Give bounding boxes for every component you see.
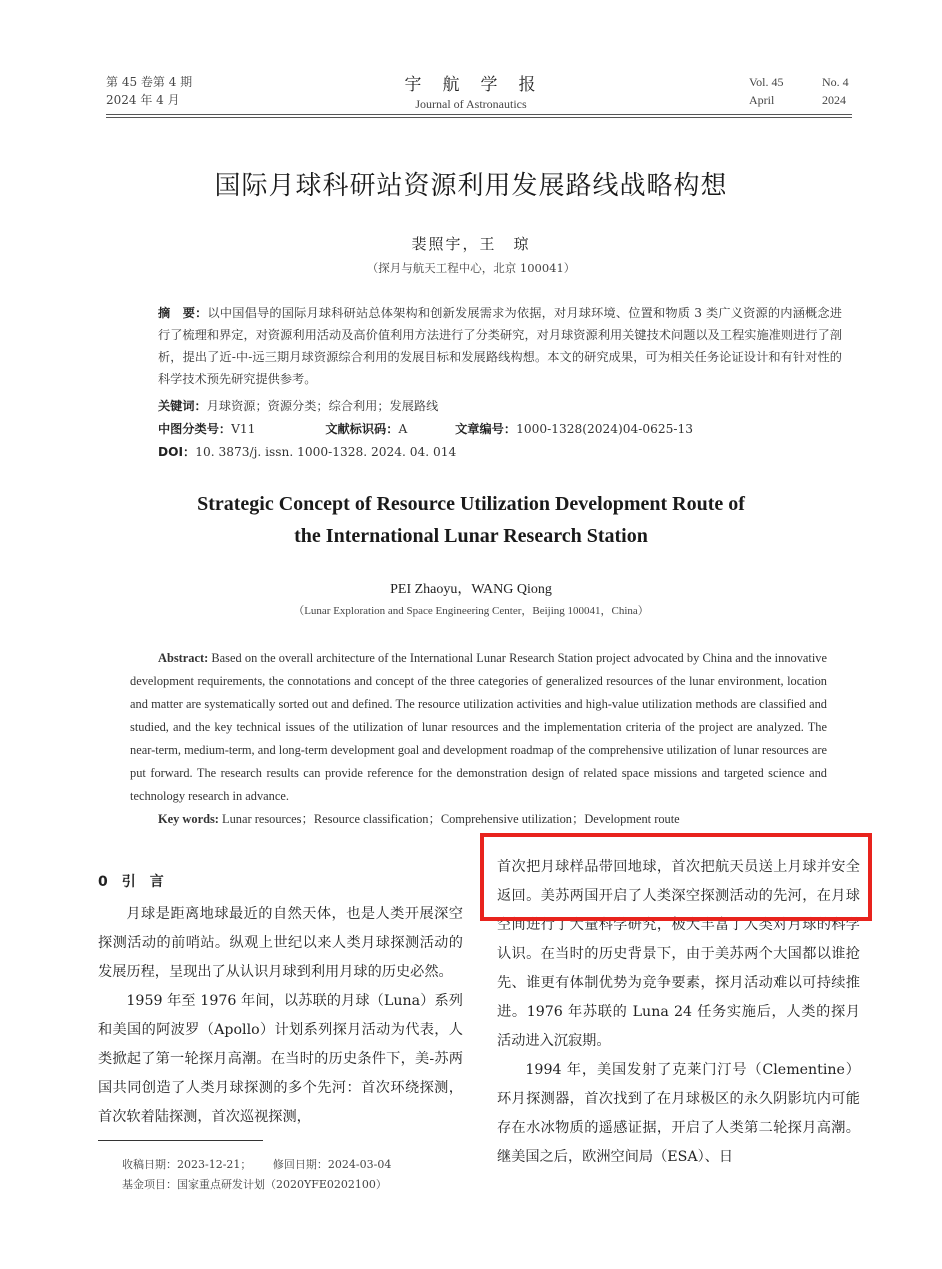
paragraph: 1994 年，美国发射了克莱门汀号（Clementine）环月探测器，首次找到了在月球极区的永久阴影坑内可能存在水冰物质的遥感证据，开启了人类第二轮探月高潮。继美国之后，欧洲空间局（ESA）、日 [497, 1062, 860, 1165]
title-cn: 国际月球科研站资源利用发展路线战略构想 [214, 171, 728, 201]
year-label: 2024 [822, 93, 846, 107]
abstract-cn-text: 以中国倡导的国际月球科研站总体架构和创新发展需求为依据，对月球环境、位置和物质 3 类广义资源的内涵概念进行了梳理和界定，对资源利用活动及高价值利用方法进行了分类研究，对月球资源利用关键技术问题以及工程实施准则进行了剖析，提出了近-中-远三期月球资源综合利用的发展目标和发展路线构想。本文的研究成果，可为相关任务论证设计和有针对性的科学技术预先研究提供参考。 [158, 306, 842, 386]
keywords-cn-label: 关键词： [158, 399, 207, 413]
affiliation-cn: （探月与航天工程中心，北京 100041） [366, 261, 576, 275]
header-rule-2 [106, 117, 852, 118]
header-rule [106, 114, 852, 115]
highlight-box [480, 833, 872, 921]
doi-row [158, 441, 842, 463]
classification-row [158, 418, 842, 440]
received-value: 2023-12-21； [177, 1158, 252, 1171]
received-label: 收稿日期： [122, 1158, 177, 1171]
no-en [822, 73, 849, 109]
abstract-en-text: Based on the overall architecture of the International Lunar Research Station project advocated by China and the innovative development requirements, the connotations and concept of the three categories of generalized resources of the lunar environment, location and matter are systematically sorted out and defined. The resource utilization activities and high-value utilization methods are classified and studied, and the key technical issues of the utilization of lunar resources and the implementation criteria of the project are analyzed. The near-term, medium-term, and long-term development goal and development roadmap of the comprehensive utilization of lunar resources are put forward. The research results can provide reference for the demonstration design of related space missions and targeted science and technology research in advance. [130, 651, 827, 803]
clc-value: V11 [231, 422, 256, 436]
journal-name [0, 70, 942, 112]
keywords-en [130, 808, 827, 831]
title-en-line-2: the International Lunar Research Station [294, 525, 648, 547]
fund-row [122, 1175, 391, 1195]
revised-value: 2024-03-04 [327, 1158, 392, 1171]
doi-value: 10. 3873/j. issn. 1000-1328. 2024. 04. 014 [195, 445, 457, 459]
keywords-en-label: Key words: [158, 812, 219, 826]
authors-en: PEI Zhaoyu，WANG Qiong [390, 582, 552, 597]
paragraph: 月球是距离地球最近的自然天体，也是人类开展深空探测活动的前哨站。纵观上世纪以来人类月球探测活动的发展历程，呈现出了从认识月球到利用月球的历史必然。 [98, 906, 463, 980]
fund-value: 国家重点研发计划（2020YFE0202100） [177, 1178, 387, 1191]
abstract-en [130, 647, 827, 808]
revised-label: 修回日期： [272, 1158, 328, 1171]
journal-name-cn: 宇 航 学 报 [404, 75, 538, 95]
paragraph: 1959 年至 1976 年间，以苏联的月球（Luna）系列和美国的阿波罗（Apollo）计划系列探月活动为代表，人类掀起了第一轮探月高潮。在当时的历史条件下，美-苏两国共同创造了人类月球探测的多个先河：首次环绕探测，首次软着陆探测，首次巡视探测， [98, 993, 463, 1125]
doc-code-value: A [398, 422, 408, 436]
authors-cn: 裴照宇，王 琼 [411, 235, 531, 253]
abstract-en-label: Abstract: [158, 651, 209, 665]
article-no-label: 文章编号： [455, 422, 517, 436]
footnote-rule [98, 1140, 263, 1141]
keywords-cn [158, 395, 842, 417]
date-label: 2024 年 4 月 [106, 93, 180, 107]
title-en [0, 488, 942, 552]
received-row [122, 1155, 391, 1175]
keywords-cn-text: 月球资源；资源分类；综合利用；发展路线 [206, 399, 439, 413]
abstract-cn-label: 摘 要： [158, 306, 208, 320]
doi-label: DOI： [158, 445, 196, 459]
article-no-value: 1000-1328(2024)04-0625-13 [516, 422, 694, 436]
month-label: April [749, 93, 775, 107]
abstract-cn [158, 302, 842, 390]
title-en-line-1: Strategic Concept of Resource Utilization Development Route of [197, 493, 745, 515]
fund-label: 基金项目： [122, 1178, 177, 1191]
volume-label: 第 45 卷第 4 期 [106, 75, 193, 89]
footnote [122, 1155, 391, 1195]
vol-en [749, 73, 783, 109]
doc-code-label: 文献标识码： [325, 422, 399, 436]
paragraph: 首次把月球样品带回地球，首次把航天员送上月球并安全返回。美苏两国开启了人类深空探测活动的先河，在月球空间进行了大量科学研究，极大丰富了人类对月球的科学认识。在当时的历史背景下，由于美苏两个大国都以谁抢先、谁更有体制优势为竞争要素，探月活动难以可持续推进。1976 年苏联的 Luna 24 任务实施后，人类的探月活动进入沉寂期。 [497, 859, 860, 1049]
affiliation-en: （Lunar Exploration and Space Engineering Center，Beijing 100041，China） [293, 605, 649, 617]
body-left-column [98, 868, 463, 1132]
keywords-en-text: Lunar resources；Resource classification；Comprehensive utilization；Development route [222, 812, 680, 826]
journal-name-en: Journal of Astronautics [415, 97, 527, 111]
vol-label: Vol. 45 [749, 75, 784, 89]
no-label: No. 4 [822, 75, 849, 89]
section-title: 0 引 言 [98, 874, 164, 890]
clc-label: 中图分类号： [158, 422, 232, 436]
